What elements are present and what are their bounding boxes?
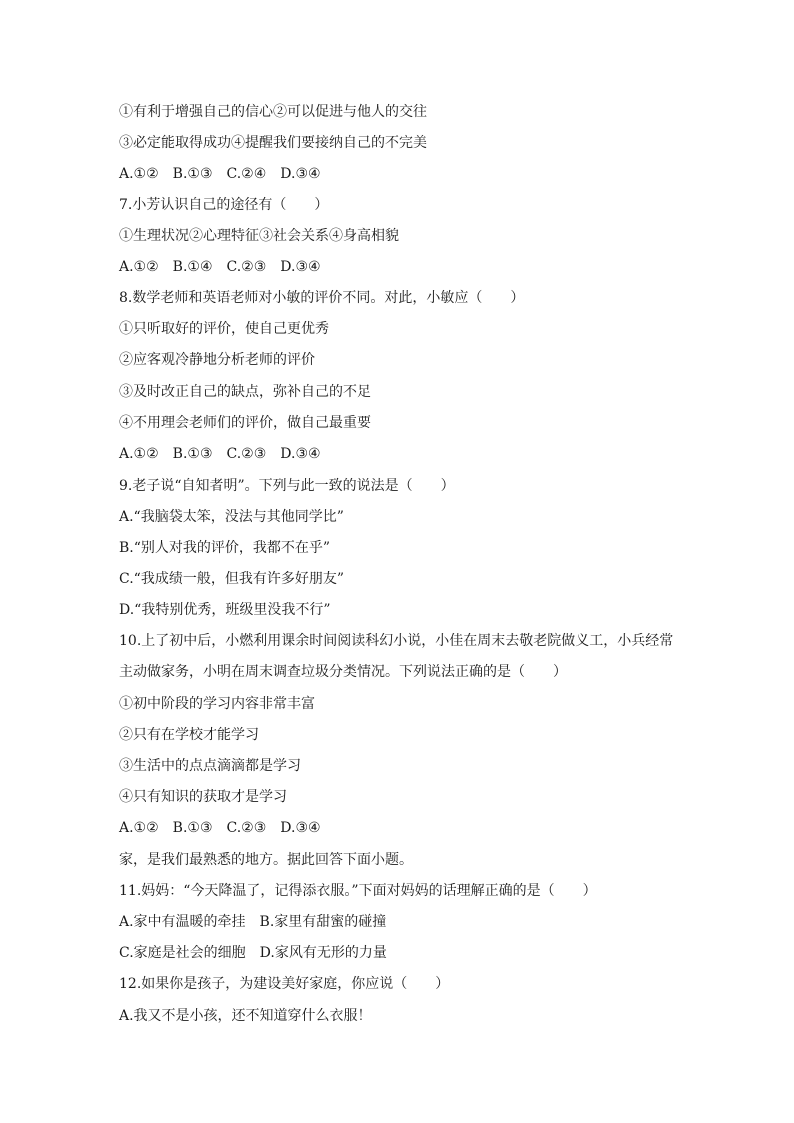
q12-option-a: A.我又不是小孩，还不知道穿什么衣服！ bbox=[119, 1008, 372, 1024]
q10-statement-2: ②只有在学校才能学习 bbox=[119, 727, 259, 743]
q9-option-c: C.“我成绩一般，但我有许多好朋友” bbox=[119, 571, 344, 587]
q9-option-a: A.“我脑袋太笨，没法与其他同学比” bbox=[119, 509, 344, 525]
q6-options: A.①② B.①③ C.②④ D.③④ bbox=[119, 166, 321, 182]
q8-statement-2: ②应客观冷静地分析老师的评价 bbox=[119, 352, 315, 368]
q10-question-line-1: 10.上了初中后，小燃利用课余时间阅读科幻小说，小佳在周末去敬老院做义工，小兵经常 bbox=[119, 633, 674, 649]
q10-statement-1: ①初中阶段的学习内容非常丰富 bbox=[119, 696, 315, 712]
q8-statement-3: ③及时改正自己的缺点，弥补自己的不足 bbox=[119, 384, 371, 400]
q9-option-d: D.“我特别优秀，班级里没我不行” bbox=[119, 602, 331, 618]
q11-options-ab: A.家中有温暖的牵挂 B.家里有甜蜜的碰撞 bbox=[119, 914, 387, 930]
q8-statement-1: ①只听取好的评价，使自己更优秀 bbox=[119, 321, 329, 337]
q7-question: 7.小芳认识自己的途径有（ ） bbox=[119, 197, 329, 213]
q10-question-line-2: 主动做家务，小明在周末调查垃圾分类情况。下列说法正确的是（ ） bbox=[119, 664, 567, 680]
q10-statement-4: ④只有知识的获取才是学习 bbox=[119, 789, 287, 805]
q6-statement-1-2: ①有利于增强自己的信心②可以促进与他人的交往 bbox=[119, 104, 427, 120]
q10-options: A.①② B.①③ C.②③ D.③④ bbox=[119, 820, 321, 836]
q6-statement-3-4: ③必定能取得成功④提醒我们要接纳自己的不完美 bbox=[119, 135, 427, 151]
q11-question: 11.妈妈：“今天降温了，记得添衣服。”下面对妈妈的话理解正确的是（ ） bbox=[119, 883, 597, 899]
section-intro: 家，是我们最熟悉的地方。据此回答下面小题。 bbox=[119, 852, 413, 868]
q9-option-b: B.“别人对我的评价，我都不在乎” bbox=[119, 540, 331, 556]
q10-statement-3: ③生活中的点点滴滴都是学习 bbox=[119, 758, 301, 774]
q7-options: A.①② B.①④ C.②③ D.③④ bbox=[119, 259, 321, 275]
q8-options: A.①② B.①③ C.②③ D.③④ bbox=[119, 446, 321, 462]
q11-options-cd: C.家庭是社会的细胞 D.家风有无形的力量 bbox=[119, 945, 387, 961]
q12-question: 12.如果你是孩子，为建设美好家庭，你应说（ ） bbox=[119, 976, 450, 992]
q8-question: 8.数学老师和英语老师对小敏的评价不同。对此，小敏应（ ） bbox=[119, 290, 525, 306]
q7-statements: ①生理状况②心理特征③社会关系④身高相貌 bbox=[119, 228, 399, 244]
q9-question: 9.老子说“自知者明”。下列与此一致的说法是（ ） bbox=[119, 478, 455, 494]
q8-statement-4: ④不用理会老师们的评价，做自己最重要 bbox=[119, 415, 371, 431]
